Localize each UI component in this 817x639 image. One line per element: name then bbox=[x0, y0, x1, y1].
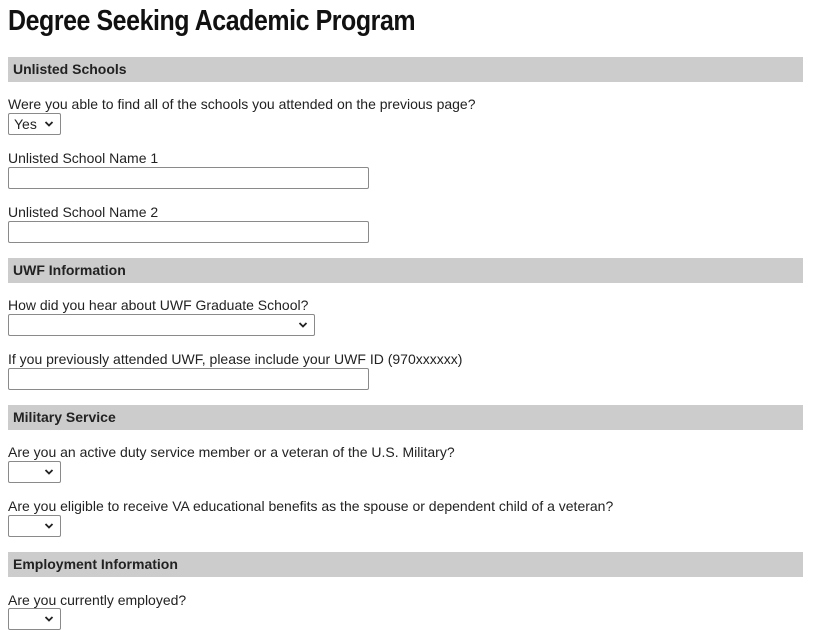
chevron-down-icon bbox=[44, 521, 54, 531]
page-title: Degree Seeking Academic Program bbox=[8, 5, 416, 37]
section-title: Unlisted Schools bbox=[13, 61, 127, 77]
section-header-military-service bbox=[8, 405, 803, 430]
select-value: Yes bbox=[14, 116, 37, 132]
chevron-down-icon bbox=[44, 614, 54, 624]
active-duty-select[interactable] bbox=[8, 461, 61, 483]
currently-employed-select[interactable] bbox=[8, 608, 61, 630]
section-title: Employment Information bbox=[13, 556, 178, 572]
va-benefits-select[interactable] bbox=[8, 515, 61, 537]
section-header-unlisted-schools bbox=[8, 57, 803, 82]
uwf-id-label: If you previously attended UWF, please include your UWF ID (970xxxxxx) bbox=[8, 351, 463, 367]
hear-about-uwf-select[interactable] bbox=[8, 314, 315, 336]
active-duty-label: Are you an active duty service member or a veteran of the U.S. Military? bbox=[8, 444, 455, 460]
section-header-uwf-information bbox=[8, 258, 803, 283]
hear-about-uwf-label: How did you hear about UWF Graduate School? bbox=[8, 297, 309, 313]
unlisted-school-name-2-label: Unlisted School Name 2 bbox=[8, 204, 159, 220]
chevron-down-icon bbox=[44, 467, 54, 477]
va-benefits-label: Are you eligible to receive VA educational benefits as the spouse or dependent child of a veteran? bbox=[8, 498, 614, 514]
chevron-down-icon bbox=[298, 320, 308, 330]
chevron-down-icon bbox=[44, 119, 54, 129]
section-header-employment-information bbox=[8, 552, 803, 577]
unlisted-school-name-1-input[interactable] bbox=[8, 167, 369, 189]
found-all-schools-select[interactable] bbox=[8, 113, 61, 135]
found-all-schools-label: Were you able to find all of the schools you attended on the previous page? bbox=[8, 96, 476, 112]
section-title: UWF Information bbox=[13, 262, 126, 278]
unlisted-school-name-2-input[interactable] bbox=[8, 221, 369, 243]
uwf-id-input[interactable] bbox=[8, 368, 369, 390]
currently-employed-label: Are you currently employed? bbox=[8, 592, 187, 608]
section-title: Military Service bbox=[13, 409, 116, 425]
unlisted-school-name-1-label: Unlisted School Name 1 bbox=[8, 150, 159, 166]
